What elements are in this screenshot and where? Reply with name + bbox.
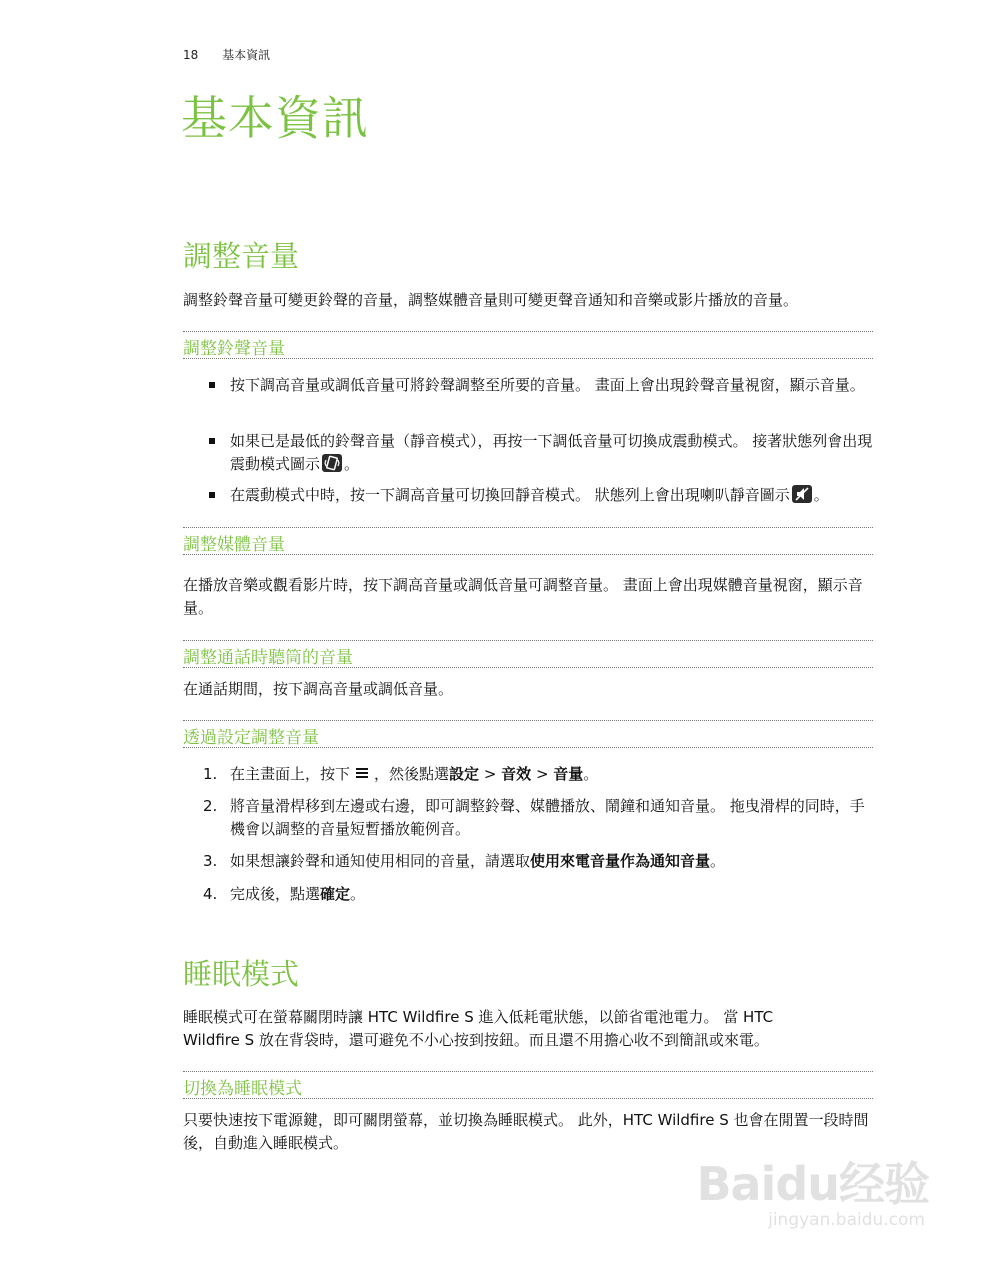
- subheading-switch-sleep: [183, 1071, 873, 1099]
- subheading-settings: [183, 720, 873, 748]
- step-1-volume: 音量: [553, 765, 584, 783]
- step-4-text-a: 完成後，點選: [230, 885, 321, 903]
- step-number: 2.: [203, 797, 218, 815]
- step-1-sep: >: [479, 765, 502, 783]
- step-3-option: 使用來電音量作為通知音量: [530, 852, 711, 870]
- chapter-title: 基本資訊: [181, 91, 369, 145]
- vibrate-mode-icon: [322, 454, 342, 472]
- step-3-text-a: 如果想讓鈴聲和通知使用相同的音量，請選取: [230, 852, 531, 870]
- settings-step-4: [230, 883, 873, 906]
- subheading-media-label: 調整媒體音量: [183, 535, 285, 555]
- speaker-mute-icon: [792, 485, 812, 503]
- step-4-period: 。: [350, 885, 366, 903]
- volume-intro: 調整鈴聲音量可變更鈴聲的音量，調整媒體音量則可變更聲音通知和音樂或影片播放的音量。: [183, 291, 799, 309]
- sleep-intro: 睡眠模式可在螢幕關閉時讓 HTC Wildfire S 進入低耗電狀態，以節省電池電力。 當 HTC Wildfire S 放在背袋時，還可避免不小心按到按鈕。而且還不用擔心收不到簡訊或來電。: [183, 1008, 774, 1049]
- earpiece-text: 在通話期間，按下調高音量或調低音量。: [183, 680, 454, 698]
- step-3-period: 。: [710, 852, 726, 870]
- step-1-text-a: 在主畫面上，按下: [230, 765, 351, 783]
- step-1-sep: >: [531, 765, 554, 783]
- subheading-switch-sleep-label: 切換為睡眠模式: [183, 1079, 302, 1099]
- bullet-marker: [209, 492, 215, 498]
- bullet-marker: [209, 382, 215, 388]
- subheading-earpiece-label: 調整通話時聽筒的音量: [183, 648, 353, 668]
- running-title: 基本資訊: [222, 48, 271, 62]
- settings-step-3: [230, 850, 873, 873]
- ringer-bullet-2: [230, 430, 873, 476]
- section-title-sleep: 睡眠模式: [183, 957, 300, 991]
- subheading-ringer-label: 調整鈴聲音量: [183, 339, 285, 359]
- step-1-text-b: ，然後點選: [374, 765, 450, 783]
- step-number: 4.: [203, 885, 218, 903]
- ringer-bullet-2-text: 如果已是最低的鈴聲音量（靜音模式），再按一下調低音量可切換成震動模式。 接著狀態列會出現震動模式圖示: [230, 432, 873, 473]
- switch-sleep-text: 只要快速按下電源鍵，即可關閉螢幕，並切換為睡眠模式。 此外，HTC Wildfire S 也會在閒置一段時間後，自動進入睡眠模式。: [183, 1111, 869, 1152]
- step-1-period: 。: [583, 765, 599, 783]
- settings-step-2: 將音量滑桿移到左邊或右邊，即可調整鈴聲、媒體播放、鬧鐘和通知音量。 拖曳滑桿的同時，手機會以調整的音量短暫播放範例音。: [230, 797, 865, 838]
- watermark-url: jingyan.baidu.com: [768, 1210, 925, 1230]
- subheading-earpiece: [183, 640, 873, 668]
- bullet-marker: [209, 438, 215, 444]
- subheading-media: [183, 527, 873, 555]
- step-number: 1.: [203, 765, 218, 783]
- subheading-settings-label: 透過設定調整音量: [183, 728, 319, 748]
- step-1-sound: 音效: [501, 765, 532, 783]
- page-number: 18: [183, 48, 199, 62]
- ringer-bullet-3: [230, 484, 873, 507]
- step-number: 3.: [203, 852, 218, 870]
- ringer-bullet-3-text: 在震動模式中時，按一下調高音量可切換回靜音模式。 狀態列上會出現喇叭靜音圖示: [230, 486, 790, 504]
- ringer-bullet-1: 按下調高音量或調低音量可將鈴聲調整至所要的音量。 畫面上會出現鈴聲音量視窗，顯示音量。: [230, 376, 865, 394]
- settings-step-1: [230, 763, 873, 786]
- menu-icon: [354, 766, 370, 780]
- watermark-logo: Baidu经验: [696, 1157, 929, 1211]
- step-4-ok: 確定: [320, 885, 351, 903]
- section-title-volume: 調整音量: [183, 239, 300, 273]
- running-header: [183, 46, 270, 63]
- ringer-bullet-2-period: 。: [344, 455, 360, 473]
- step-1-settings: 設定: [449, 765, 480, 783]
- media-text: 在播放音樂或觀看影片時，按下調高音量或調低音量可調整音量。 畫面上會出現媒體音量視窗，顯示音量。: [183, 576, 863, 617]
- ringer-bullet-3-period: 。: [813, 486, 829, 504]
- subheading-ringer: [183, 331, 873, 359]
- baidu-watermark: [689, 1148, 929, 1248]
